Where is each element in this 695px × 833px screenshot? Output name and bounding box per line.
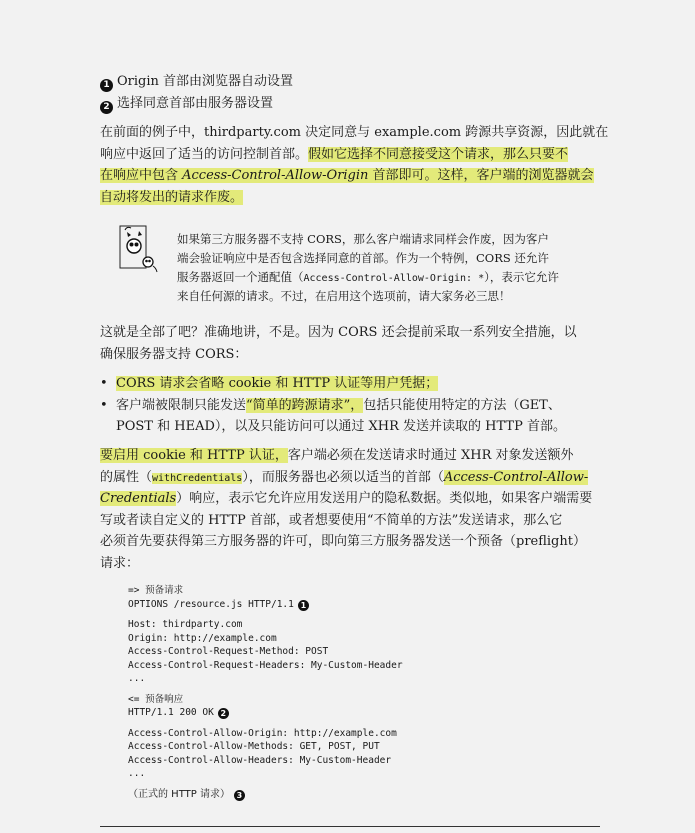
footer-rule xyxy=(100,826,600,827)
paragraph-2: 这就是全部了吧？准确地讲，不是。因为 CORS 还会提前采取一系列安全措施，以 确保服务器支持 CORS： xyxy=(100,325,577,362)
highlight: 在响应中包含 Access-Control-Allow-Origin 首部即可。这样，客户端的浏览器就会 xyxy=(100,168,594,183)
list-item xyxy=(100,373,600,395)
list-item: • 客户端被限制只能发送“简单的跨源请求”，包括只能使用特定的方法（GET、 xyxy=(100,395,600,417)
highlight: “简单的跨源请求”， xyxy=(246,397,364,413)
callout-number-1: 1 xyxy=(100,79,113,92)
highlight: Credentials xyxy=(100,491,177,506)
note-box: 如果第三方服务器不支持 CORS，那么客户端请求同样会作废，因为客户 端会验证响应中是否包含选择同意的首部。作为一个特例，CORS 还允许 服务器返回一个通配值（Access-Control-Allow-Origin: *），表示它允许 来自任何源的请求。不过，在启用这个选项前，请大家务必三思！ xyxy=(177,232,559,303)
callout-item: 1 Origin 首部由浏览器自动设置 xyxy=(100,71,600,93)
highlight: 假如它选择不同意接受这个请求，那么只要不 xyxy=(308,146,569,162)
callout-list xyxy=(100,71,600,114)
bullet-dot: • xyxy=(100,397,108,413)
callout-item: 2 选择同意首部由服务器设置 xyxy=(100,93,600,115)
highlight: 要启用 cookie 和 HTTP 认证， xyxy=(100,448,288,463)
code-label: <= 预备响应 xyxy=(128,693,184,705)
highlight: 自动将发出的请求作废。 xyxy=(100,189,244,205)
highlight: Access-Control-Allow- xyxy=(443,469,589,485)
bullet-dot: • xyxy=(100,376,108,391)
code-callout-2: 2 xyxy=(218,708,229,719)
code-callout-3: 3 xyxy=(234,790,245,801)
paragraph-3: 要启用 cookie 和 HTTP 认证，客户端必须在发送请求时通过 XHR 对象发送额外 的属性（withCredentials），而服务器也必须以适当的首部（Access-Control-Allow- Credentials）响应，表示它允许应用发送用户的隐私数据。类似地，如果客户端需要 写或者读自定义的 HTTP 首部，或者想要使用“不简单的方法”发送请求，那么它 必须首先要获得第三方服务器的许可，即向第三方服务器发送一个预备（preflight） 请求： xyxy=(100,448,593,571)
callout-number-2: 2 xyxy=(100,101,113,114)
code-callout-1: 1 xyxy=(298,600,309,611)
raccoon-note-icon xyxy=(117,222,173,278)
bullet-list: • CORS 请求会省略 cookie 和 HTTP 认证等用户凭据； • 客户端被限制只能发送“简单的跨源请求”，包括只能使用特定的方法（GET、 POST 和 HEAD），以及只能访问可以通过 XHR 发送并读取的 HTTP 首部。 xyxy=(100,373,600,438)
code-label: => 预备请求 xyxy=(128,585,184,596)
paragraph-1: 在前面的例子中，thirdparty.com 决定同意与 example.com 跨源共享资源，因此就在 响应中返回了适当的访问控制首部。假如它选择不同意接受这个请求，那么只要不 在响应中包含 Access-Control-Allow-Origin 首部即可。这样，客户端的浏览器就会 自动将发出的请求作废。 xyxy=(100,125,609,205)
highlight: CORS 请求会省略 cookie 和 HTTP 认证等用户凭据； xyxy=(116,376,439,391)
highlight: withCredentials xyxy=(152,472,243,484)
code-block: => 预备请求 OPTIONS /resource.js HTTP/1.1 1 Host: thirdparty.com Origin: http://example.com Access-Control-Request-Method: POST Access-Control-Request-Headers: My-Custom-Header ... <= 预备响应 HTTP/1.1 200 OK 2 Access-Control-Allow-Origin: http://example.com Access-Control-Allow-Methods: GET, POST, PUT Access-Control-Allow-Headers: My-Custom-Header ... （正式的 HTTP 请求） 3 xyxy=(128,585,403,800)
